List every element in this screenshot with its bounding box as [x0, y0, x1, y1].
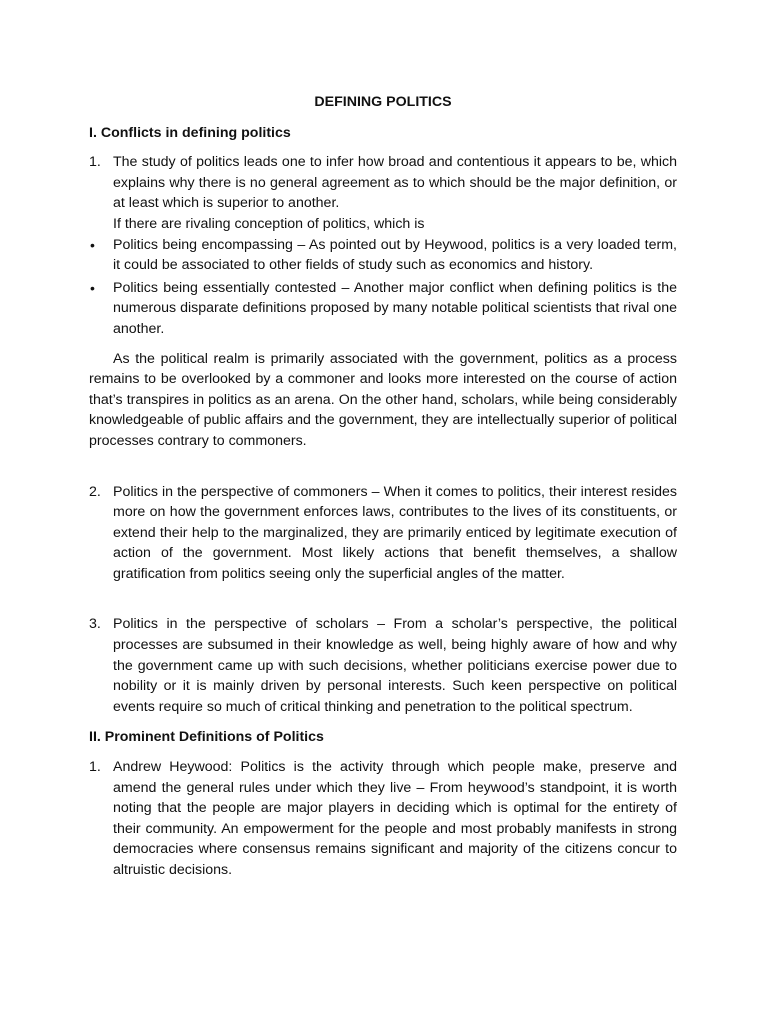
bullet-icon: •	[90, 236, 95, 253]
section-1-item-2-text: Politics in the perspective of commoners – When it comes to politics, their interest resides more on how the government enforces laws, contributes to the lives of its constituents, or extend their help to the marginalized, they are primarily enticed by legitimate execution of action of the government. Most likely actions that benefit themselves, a shallow gratification from politics seeing only the superficial angles of the matter.	[113, 483, 677, 582]
section-1-item-3	[89, 614, 677, 717]
document-page	[89, 92, 677, 881]
bullet-text: Politics being essentially contested – Another major conflict when defining politics is the numerous disparate definitions proposed by many notable political scientists that rival one another.	[113, 279, 677, 337]
list-number: 1.	[89, 759, 101, 776]
section-1-item-1-subtext: If there are rivaling conception of politics, which is	[113, 215, 425, 232]
section-1-item-3-text: Politics in the perspective of scholars – From a scholar’s perspective, the political processes are subsumed in their knowledge as well, being highly aware of how and why the government came up with such decisions, whether politicians exercise power due to nobility or it is mainly driven by personal interests. Such keen perspective on political events require so much of critical thinking and penetration to the political spectrum.	[113, 616, 677, 715]
section-1-item-1-text: The study of politics leads one to infer how broad and contentious it appears to be, which explains why there is no general agreement as to which should be the major definition, or at least which is superior to another.	[113, 154, 677, 212]
list-number: 3.	[89, 616, 101, 633]
section-2-item-1-text: Andrew Heywood: Politics is the activity through which people make, preserve and amend the general rules under which they live – From heywood’s standpoint, it is worth noting that the people are major players in deciding which is optimal for the entirety of their community. An empowerment for the people and most probably manifests in strong democracies where consensus remains significant and majority of the citizens concur to altruistic decisions.	[113, 759, 677, 878]
section-1-item-2	[89, 482, 677, 585]
section-1-item-1	[89, 152, 677, 234]
list-number: 1.	[89, 154, 101, 171]
bullet-item-contested	[89, 278, 677, 340]
section-1-heading: I. Conflicts in defining politics	[89, 124, 291, 141]
section-2-item-1	[89, 757, 677, 881]
bullet-icon: •	[90, 279, 95, 296]
list-number: 2.	[89, 483, 101, 500]
section-2-heading: II. Prominent Definitions of Politics	[89, 729, 324, 746]
section-1-paragraph: As the political realm is primarily associated with the government, politics as a process remains to be overlooked by a commoner and looks more interested on the course of action that’s transpires in politics as an arena. On the other hand, scholars, while being considerably knowledgeable of public affairs and the government, they are intellectually superior of political processes contrary to commoners.	[89, 350, 677, 449]
bullet-text: Politics being encompassing – As pointed out by Heywood, politics is a very loaded term, it could be associated to other fields of study such as economics and history.	[113, 236, 677, 274]
bullet-item-encompassing	[89, 235, 677, 276]
document-title: DEFINING POLITICS	[314, 94, 452, 110]
